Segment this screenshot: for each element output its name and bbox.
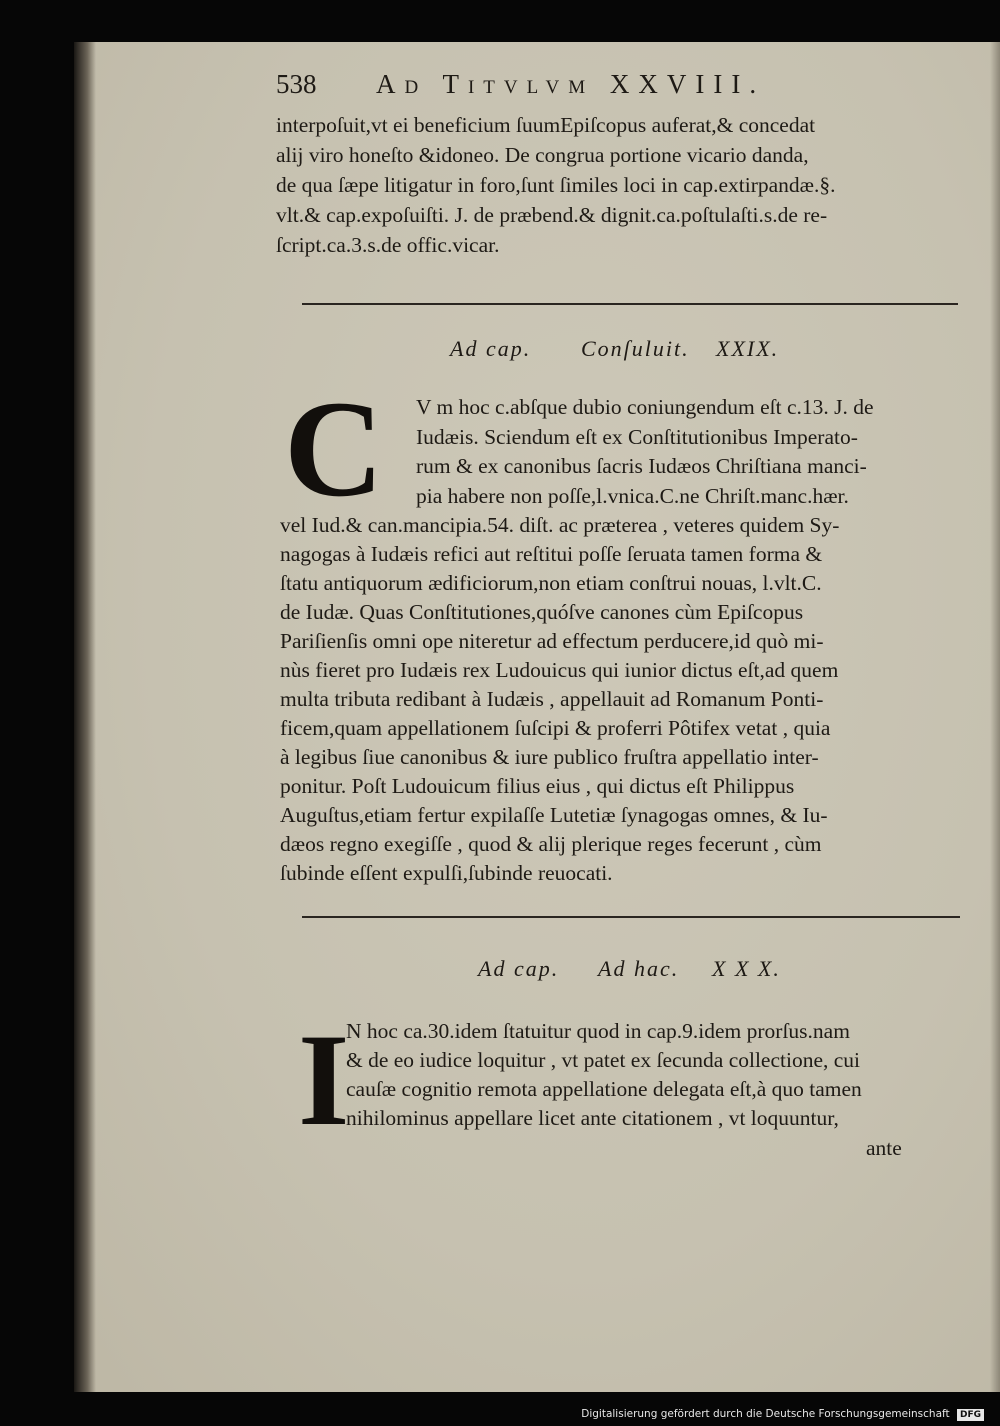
digitization-credit (581, 1408, 984, 1421)
text-line: interpoſuit,vt ei beneficium ſuumEpiſcopus auferat,& concedat (276, 113, 816, 137)
text-line: ſtatu antiquorum ædificiorum,non etiam conſtrui nouas, l.vlt.C. (280, 571, 822, 595)
chapter-heading-name: Ad hac. (598, 956, 680, 981)
page-number: 538 (276, 69, 317, 99)
catchword: ante (866, 1136, 902, 1160)
chapter-heading-number: XXIX. (716, 336, 780, 361)
section-divider (302, 916, 960, 918)
chapter-heading (478, 956, 858, 986)
text-line: ficem,quam appellationem ſuſcipi & proferri Pôtifex vetat , quia (280, 716, 831, 740)
page-spine-shadow (74, 42, 96, 1392)
text-line: nagogas à Iudæis refici aut reſtitui poſſe ſeruata tamen forma & (280, 542, 823, 566)
drop-cap: C (284, 372, 384, 525)
text-line: cauſæ cognitio remota appellatione delegata eſt,à quo tamen (346, 1077, 862, 1101)
text-line: multa tributa redibant à Iudæis , appellauit ad Romanum Ponti- (280, 687, 824, 711)
text-line: V m hoc c.abſque dubio coniungendum eſt c.13. J. de (416, 395, 874, 419)
text-line: de qua ſæpe litigatur in foro,ſunt ſimiles loci in cap.extirpandæ.§. (276, 173, 836, 197)
chapter-heading-number: X X X. (712, 956, 781, 981)
text-line: Iudæis. Sciendum eſt ex Conſtitutionibus Imperato- (416, 425, 858, 449)
text-line: vlt.& cap.expoſuiſti. J. de præbend.& dignit.ca.poſtulaſti.s.de re- (276, 203, 828, 227)
running-title: Ad Titvlvm XXVIII. (376, 69, 766, 99)
text-line: ſubinde eſſent expulſi,ſubinde reuocati. (280, 861, 613, 885)
text-line: rum & ex canonibus ſacris Iudæos Chriſtiana manci- (416, 454, 867, 478)
text-line: nihilominus appellare licet ante citationem , vt loquuntur, (346, 1106, 839, 1130)
page-edge-shadow (990, 42, 1000, 1392)
chapter-heading (450, 336, 850, 366)
text-line: à legibus ſiue canonibus & iure publico fruſtra appellatio inter- (280, 745, 819, 769)
text-line: dæos regno exegiſſe , quod & alij plerique reges fecerunt , cùm (280, 832, 822, 856)
chapter-heading-name: Conſuluit. (581, 336, 690, 361)
credit-text: Digitalisierung gefördert durch die Deutsche Forschungsgemeinschaft (581, 1408, 950, 1420)
text-line: vel Iud.& can.mancipia.54. diſt. ac præterea , veteres quidem Sy- (280, 513, 840, 537)
text-line: de Iudæ. Quas Conſtitutiones,quóſve canones cùm Epiſcopus (280, 600, 804, 624)
section-divider (302, 303, 958, 305)
text-line: nùs fieret pro Iudæis rex Ludouicus qui iunior dictus eſt,ad quem (280, 658, 839, 682)
chapter-heading-label: Ad cap. (450, 336, 532, 361)
text-line: pia habere non poſſe,l.vnica.C.ne Chriſt.manc.hær. (416, 484, 849, 508)
chapter-heading-label: Ad cap. (478, 956, 560, 981)
text-line: & de eo iudice loquitur , vt patet ex ſecunda collectione, cui (346, 1048, 861, 1072)
dfg-logo: DFG (957, 1409, 984, 1421)
text-line: alij viro honeſto &idoneo. De congrua portione vicario danda, (276, 143, 809, 167)
text-line: ſcript.ca.3.s.de offic.vicar. (276, 233, 500, 257)
text-line: Pariſienſis omni ope niteretur ad effectum perducere,id quò mi- (280, 629, 824, 653)
running-header (276, 69, 956, 109)
text-line: ponitur. Poſt Ludouicum filius eius , qui dictus eſt Philippus (280, 774, 795, 798)
text-line: Auguſtus,etiam fertur expilaſſe Lutetiæ ſynagogas omnes, & Iu- (280, 803, 828, 827)
book-page (74, 42, 1000, 1392)
drop-cap: I (298, 1006, 350, 1153)
text-line: N hoc ca.30.idem ſtatuitur quod in cap.9.idem prorſus.nam (346, 1019, 850, 1043)
